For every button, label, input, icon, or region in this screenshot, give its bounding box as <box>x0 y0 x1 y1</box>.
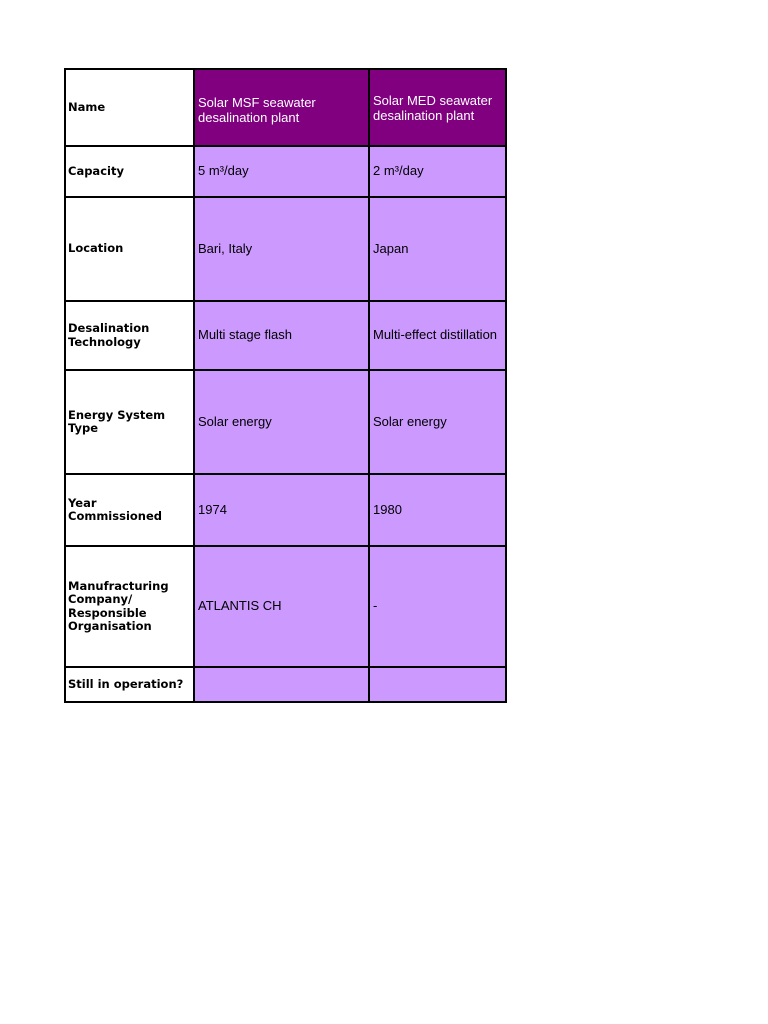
table-row-name <box>65 69 506 146</box>
plant-1-energy: Solar energy <box>194 370 369 474</box>
plant-2-operation <box>369 667 506 702</box>
plant-1-technology: Multi stage flash <box>194 301 369 370</box>
table-row-location <box>65 197 506 301</box>
plant-2-year: 1980 <box>369 474 506 546</box>
plant-2-location: Japan <box>369 197 506 301</box>
plant-1-year: 1974 <box>194 474 369 546</box>
row-label-operation: Still in operation? <box>65 667 194 702</box>
plant-2-technology: Multi-effect distillation <box>369 301 506 370</box>
plant-1-operation <box>194 667 369 702</box>
row-label-technology: Desalination Technology <box>65 301 194 370</box>
table-row-year <box>65 474 506 546</box>
row-label-location: Location <box>65 197 194 301</box>
plant-2-capacity: 2 m³/day <box>369 146 506 197</box>
row-label-energy: Energy System Type <box>65 370 194 474</box>
plant-1-name: Solar MSF seawater desalination plant <box>194 69 369 146</box>
table-row-energy <box>65 370 506 474</box>
plant-2-energy: Solar energy <box>369 370 506 474</box>
row-label-year: Year Commissioned <box>65 474 194 546</box>
row-label-manufacturer: Manufracturing Company/ Responsible Organisation <box>65 546 194 667</box>
table-row-manufacturer <box>65 546 506 667</box>
table-row-operation <box>65 667 506 702</box>
row-label-name: Name <box>65 69 194 146</box>
desalination-plants-table <box>64 68 507 703</box>
table-row-capacity <box>65 146 506 197</box>
row-label-capacity: Capacity <box>65 146 194 197</box>
plant-1-capacity: 5 m³/day <box>194 146 369 197</box>
plant-2-name: Solar MED seawater desalination plant <box>369 69 506 146</box>
plant-2-manufacturer: - <box>369 546 506 667</box>
plant-1-manufacturer: ATLANTIS CH <box>194 546 369 667</box>
table-row-technology <box>65 301 506 370</box>
plant-1-location: Bari, Italy <box>194 197 369 301</box>
